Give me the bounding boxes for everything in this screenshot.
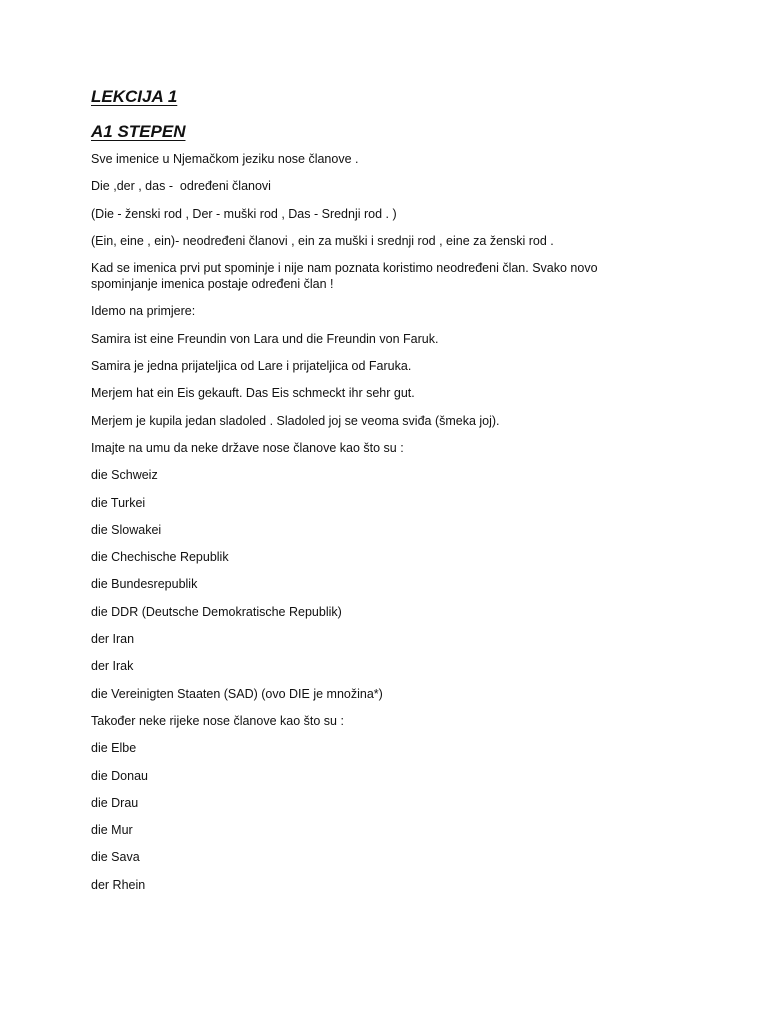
paragraph: Idemo na primjere: [91, 304, 196, 319]
paragraph: Die ,der , das - određeni članovi [91, 179, 271, 194]
list-item: die Bundesrepublik [91, 577, 198, 592]
paragraph: Samira ist eine Freundin von Lara und die Freundin von Faruk. [91, 331, 439, 346]
lesson-title: LEKCIJA 1 [91, 87, 178, 106]
paragraph: Kad se imenica prvi put spominje i nije nam poznata koristimo neodređeni član. Svako novo spominjanje imenica postaje određeni član ! [91, 261, 602, 292]
paragraph: Imajte na umu da neke države nose članove kao što su : [91, 440, 404, 455]
paragraph: Samira je jedna prijateljica od Lare i prijateljica od Faruka. [91, 359, 412, 374]
paragraph: (Ein, eine , ein)- neodređeni članovi , ein za muški i srednji rod , eine za ženski rod . [91, 233, 554, 248]
list-item: die DDR (Deutsche Demokratische Republik) [91, 604, 342, 619]
list-item: die Drau [91, 795, 139, 810]
list-item: der Rhein [91, 877, 146, 892]
paragraph: Također neke rijeke nose članove kao što su : [91, 713, 344, 728]
list-item: die Schweiz [91, 468, 158, 483]
paragraph: Merjem je kupila jedan sladoled . Sladoled joj se veoma sviđa (šmeka joj). [91, 413, 500, 428]
list-item: die Slowakei [91, 522, 162, 537]
list-item: die Elbe [91, 741, 137, 756]
paragraph: (Die - ženski rod , Der - muški rod , Das - Srednji rod . ) [91, 206, 397, 221]
list-item: der Iran [91, 632, 135, 647]
list-item: der Irak [91, 659, 134, 674]
list-item: die Mur [91, 823, 133, 838]
level-title: A1 STEPEN [91, 122, 186, 141]
paragraph: Merjem hat ein Eis gekauft. Das Eis schmeckt ihr sehr gut. [91, 386, 415, 401]
list-item: die Donau [91, 768, 148, 783]
paragraph: Sve imenice u Njemačkom jeziku nose članove . [91, 152, 359, 166]
list-item: die Chechische Republik [91, 550, 229, 565]
list-item: die Sava [91, 850, 140, 865]
document-page [91, 86, 691, 904]
list-item: die Turkei [91, 495, 146, 510]
document-body [91, 151, 691, 893]
list-item: die Vereinigten Staaten (SAD) (ovo DIE je množina*) [91, 686, 383, 701]
